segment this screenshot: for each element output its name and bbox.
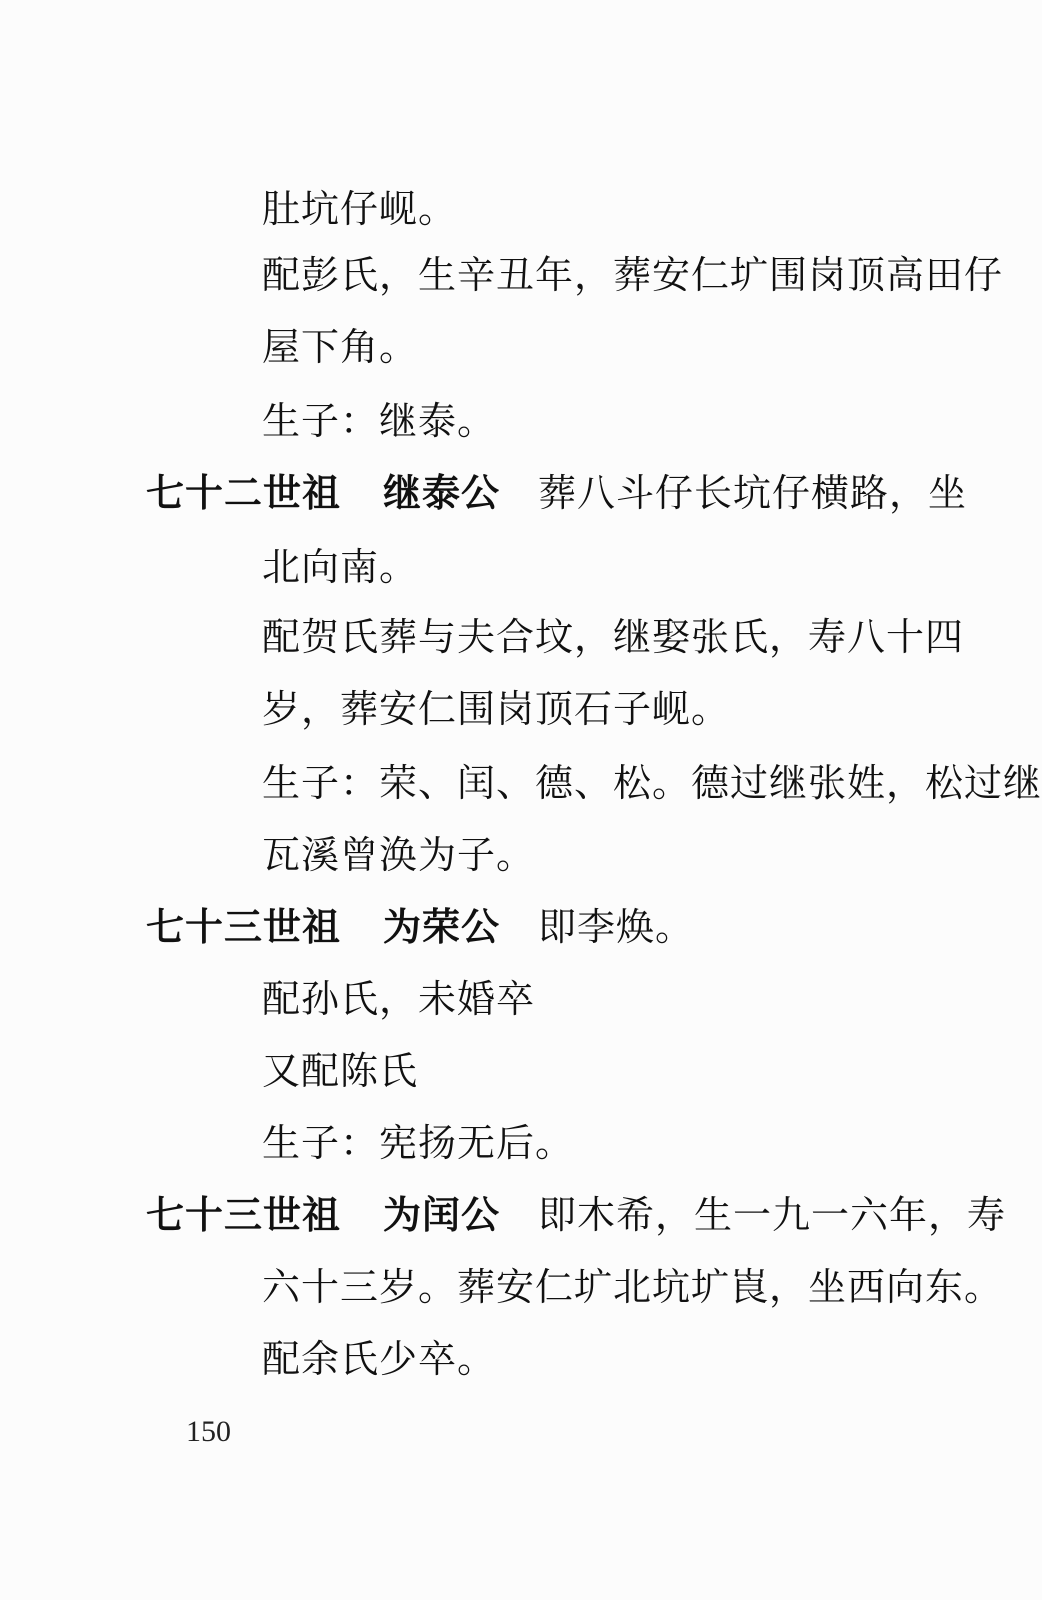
text-line: 北向南。 [262, 545, 419, 589]
text-line: 六十三岁。葬安仁圹北坑圹崀，坐西向东。 [262, 1265, 1004, 1309]
ancestor-name: 继泰公 [383, 471, 501, 515]
text-line: 配贺氏葬与夫合坟，继娶张氏，寿八十四 [262, 615, 965, 659]
entry-text: 即李焕。 [538, 905, 695, 949]
text-line: 配彭氏，生辛丑年，葬安仁圹围岗顶高田仔 [262, 253, 1004, 297]
entry-text: 即木希，生一九一六年，寿 [538, 1193, 1007, 1237]
generation-label: 七十三世祖 [146, 905, 342, 949]
entry-text: 葬八斗仔长坑仔横路，坐 [538, 471, 968, 515]
generation-label: 七十二世祖 [146, 471, 342, 515]
genealogy-entry [146, 1192, 1006, 1238]
text-line: 配余氏少卒。 [262, 1337, 497, 1381]
text-line: 瓦溪曾涣为子。 [262, 833, 536, 877]
text-line: 生子：宪扬无后。 [262, 1121, 575, 1165]
page-number: 150 [186, 1415, 231, 1448]
genealogy-entry [146, 904, 694, 950]
text-line: 岁，葬安仁围岗顶石子岘。 [262, 687, 731, 731]
text-line: 又配陈氏 [262, 1049, 419, 1093]
ancestor-name: 为闰公 [383, 1193, 501, 1237]
genealogy-entry [146, 470, 967, 516]
generation-label: 七十三世祖 [146, 1193, 342, 1237]
ancestor-name: 为荣公 [383, 905, 501, 949]
text-line: 生子：荣、闰、德、松。德过继张姓，松过继 [262, 761, 1042, 805]
text-line: 屋下角。 [262, 325, 419, 369]
text-line: 生子：继泰。 [262, 399, 497, 443]
text-line: 配孙氏，未婚卒 [262, 977, 536, 1021]
text-line: 肚坑仔岘。 [262, 187, 458, 231]
